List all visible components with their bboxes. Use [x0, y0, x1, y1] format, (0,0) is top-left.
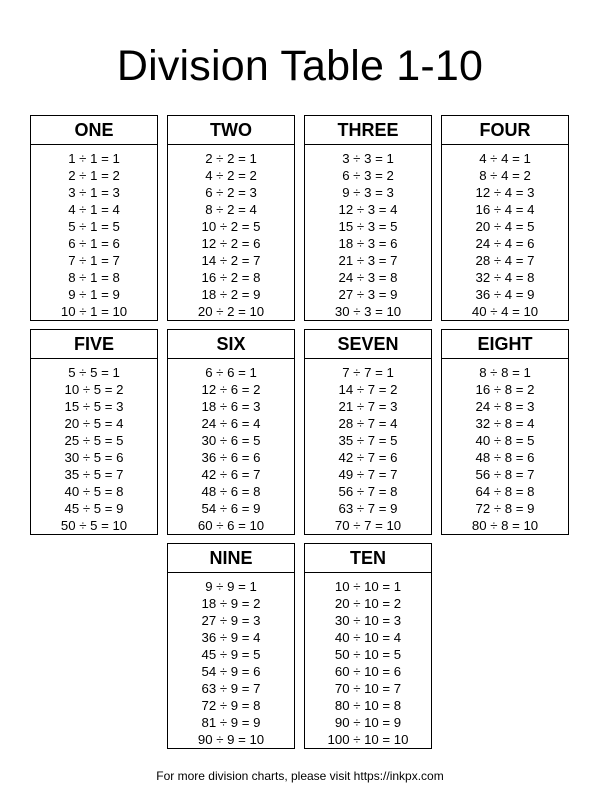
- table-row: 7 ÷ 7 = 1: [342, 365, 394, 380]
- table-row: 72 ÷ 9 = 8: [201, 698, 261, 713]
- table-row: 40 ÷ 8 = 5: [475, 433, 535, 448]
- table-row: 90 ÷ 9 = 10: [197, 732, 265, 747]
- table-row: 32 ÷ 8 = 4: [475, 416, 535, 431]
- table-body: [168, 145, 294, 320]
- table-body: [305, 573, 431, 748]
- page-title: Division Table 1-10: [116, 42, 484, 90]
- table-body: [442, 145, 568, 320]
- table-row: 24 ÷ 4 = 6: [475, 236, 535, 251]
- table-row: 24 ÷ 6 = 4: [201, 416, 261, 431]
- table-body: [305, 359, 431, 534]
- table-row: 12 ÷ 2 = 6: [201, 236, 261, 251]
- table-row: 54 ÷ 9 = 6: [201, 664, 261, 679]
- table-three: [304, 115, 432, 321]
- table-row: 18 ÷ 6 = 3: [201, 399, 261, 414]
- table-ten: [304, 543, 432, 749]
- footer-note: For more division charts, please visit https://inkpx.com: [156, 769, 444, 783]
- table-header: FOUR: [442, 116, 568, 145]
- table-row: 2 ÷ 1 = 2: [68, 168, 120, 183]
- table-row: 8 ÷ 1 = 8: [68, 270, 120, 285]
- table-row: 6 ÷ 3 = 2: [342, 168, 394, 183]
- table-row: 15 ÷ 3 = 5: [338, 219, 398, 234]
- table-row: 30 ÷ 10 = 3: [334, 613, 402, 628]
- table-row: 42 ÷ 7 = 6: [338, 450, 398, 465]
- table-row: 28 ÷ 4 = 7: [475, 253, 535, 268]
- table-row: 8 ÷ 8 = 1: [479, 365, 531, 380]
- table-body: [168, 573, 294, 748]
- table-header: TWO: [168, 116, 294, 145]
- table-body: [305, 145, 431, 320]
- table-header: EIGHT: [442, 330, 568, 359]
- table-row: 6 ÷ 6 = 1: [205, 365, 257, 380]
- table-row: 25 ÷ 5 = 5: [64, 433, 124, 448]
- table-row: 10 ÷ 10 = 1: [334, 579, 402, 594]
- table-row: 10 ÷ 5 = 2: [64, 382, 124, 397]
- table-row: 90 ÷ 10 = 9: [334, 715, 402, 730]
- table-row: 4 ÷ 4 = 1: [479, 151, 531, 166]
- table-nine: [167, 543, 295, 749]
- table-one: [30, 115, 158, 321]
- table-row: 6 ÷ 1 = 6: [68, 236, 120, 251]
- table-row: 20 ÷ 2 = 10: [197, 304, 265, 319]
- table-row: 54 ÷ 6 = 9: [201, 501, 261, 516]
- table-row: 24 ÷ 3 = 8: [338, 270, 398, 285]
- table-row: 21 ÷ 7 = 3: [338, 399, 398, 414]
- table-five: [30, 329, 158, 535]
- table-row: 12 ÷ 4 = 3: [475, 185, 535, 200]
- table-header: FIVE: [31, 330, 157, 359]
- table-row: 80 ÷ 8 = 10: [471, 518, 539, 533]
- table-header: THREE: [305, 116, 431, 145]
- table-row: 18 ÷ 3 = 6: [338, 236, 398, 251]
- table-row: 60 ÷ 6 = 10: [197, 518, 265, 533]
- table-row: 20 ÷ 4 = 5: [475, 219, 535, 234]
- table-row: 42 ÷ 6 = 7: [201, 467, 261, 482]
- table-row: 7 ÷ 1 = 7: [68, 253, 120, 268]
- table-header: SEVEN: [305, 330, 431, 359]
- table-six: [167, 329, 295, 535]
- table-row: 4 ÷ 2 = 2: [205, 168, 257, 183]
- table-row: 9 ÷ 9 = 1: [205, 579, 257, 594]
- table-row: 81 ÷ 9 = 9: [201, 715, 261, 730]
- table-row: 5 ÷ 5 = 1: [68, 365, 120, 380]
- table-seven: [304, 329, 432, 535]
- table-row: 1 ÷ 1 = 1: [68, 151, 120, 166]
- table-row: 56 ÷ 7 = 8: [338, 484, 398, 499]
- table-row: 48 ÷ 8 = 6: [475, 450, 535, 465]
- table-row: 35 ÷ 5 = 7: [64, 467, 124, 482]
- table-header: NINE: [168, 544, 294, 573]
- table-row: 63 ÷ 9 = 7: [201, 681, 261, 696]
- table-row: 27 ÷ 3 = 9: [338, 287, 398, 302]
- table-body: [31, 145, 157, 320]
- table-row: 27 ÷ 9 = 3: [201, 613, 261, 628]
- table-row: 10 ÷ 1 = 10: [60, 304, 128, 319]
- table-row: 14 ÷ 7 = 2: [338, 382, 398, 397]
- table-row: 50 ÷ 5 = 10: [60, 518, 128, 533]
- table-row: 35 ÷ 7 = 5: [338, 433, 398, 448]
- table-row: 56 ÷ 8 = 7: [475, 467, 535, 482]
- table-row: 36 ÷ 6 = 6: [201, 450, 261, 465]
- table-row: 18 ÷ 2 = 9: [201, 287, 261, 302]
- table-body: [168, 359, 294, 534]
- table-row: 4 ÷ 1 = 4: [68, 202, 120, 217]
- table-body: [31, 359, 157, 534]
- table-row: 45 ÷ 9 = 5: [201, 647, 261, 662]
- table-row: 20 ÷ 10 = 2: [334, 596, 402, 611]
- table-row: 15 ÷ 5 = 3: [64, 399, 124, 414]
- table-row: 30 ÷ 5 = 6: [64, 450, 124, 465]
- table-row: 9 ÷ 3 = 3: [342, 185, 394, 200]
- table-eight: [441, 329, 569, 535]
- table-row: 3 ÷ 3 = 1: [342, 151, 394, 166]
- table-row: 12 ÷ 3 = 4: [338, 202, 398, 217]
- table-row: 8 ÷ 2 = 4: [205, 202, 257, 217]
- table-row: 72 ÷ 8 = 9: [475, 501, 535, 516]
- table-row: 50 ÷ 10 = 5: [334, 647, 402, 662]
- table-row: 40 ÷ 10 = 4: [334, 630, 402, 645]
- table-row: 9 ÷ 1 = 9: [68, 287, 120, 302]
- table-header: SIX: [168, 330, 294, 359]
- table-row: 16 ÷ 4 = 4: [475, 202, 535, 217]
- table-row: 40 ÷ 4 = 10: [471, 304, 539, 319]
- table-row: 36 ÷ 4 = 9: [475, 287, 535, 302]
- table-row: 20 ÷ 5 = 4: [64, 416, 124, 431]
- table-row: 5 ÷ 1 = 5: [68, 219, 120, 234]
- table-row: 2 ÷ 2 = 1: [205, 151, 257, 166]
- table-row: 6 ÷ 2 = 3: [205, 185, 257, 200]
- table-row: 16 ÷ 2 = 8: [201, 270, 261, 285]
- table-header: TEN: [305, 544, 431, 573]
- table-row: 70 ÷ 10 = 7: [334, 681, 402, 696]
- table-row: 64 ÷ 8 = 8: [475, 484, 535, 499]
- table-row: 45 ÷ 5 = 9: [64, 501, 124, 516]
- table-row: 24 ÷ 8 = 3: [475, 399, 535, 414]
- table-row: 30 ÷ 6 = 5: [201, 433, 261, 448]
- table-row: 100 ÷ 10 = 10: [327, 732, 409, 747]
- table-row: 10 ÷ 2 = 5: [201, 219, 261, 234]
- table-row: 60 ÷ 10 = 6: [334, 664, 402, 679]
- table-row: 28 ÷ 7 = 4: [338, 416, 398, 431]
- table-row: 63 ÷ 7 = 9: [338, 501, 398, 516]
- table-body: [442, 359, 568, 534]
- table-header: ONE: [31, 116, 157, 145]
- table-row: 30 ÷ 3 = 10: [334, 304, 402, 319]
- table-row: 48 ÷ 6 = 8: [201, 484, 261, 499]
- table-row: 18 ÷ 9 = 2: [201, 596, 261, 611]
- table-row: 8 ÷ 4 = 2: [479, 168, 531, 183]
- table-row: 80 ÷ 10 = 8: [334, 698, 402, 713]
- table-row: 49 ÷ 7 = 7: [338, 467, 398, 482]
- table-row: 32 ÷ 4 = 8: [475, 270, 535, 285]
- table-row: 21 ÷ 3 = 7: [338, 253, 398, 268]
- table-row: 3 ÷ 1 = 3: [68, 185, 120, 200]
- table-two: [167, 115, 295, 321]
- table-row: 16 ÷ 8 = 2: [475, 382, 535, 397]
- table-row: 70 ÷ 7 = 10: [334, 518, 402, 533]
- table-four: [441, 115, 569, 321]
- table-row: 40 ÷ 5 = 8: [64, 484, 124, 499]
- table-row: 14 ÷ 2 = 7: [201, 253, 261, 268]
- table-row: 36 ÷ 9 = 4: [201, 630, 261, 645]
- table-row: 12 ÷ 6 = 2: [201, 382, 261, 397]
